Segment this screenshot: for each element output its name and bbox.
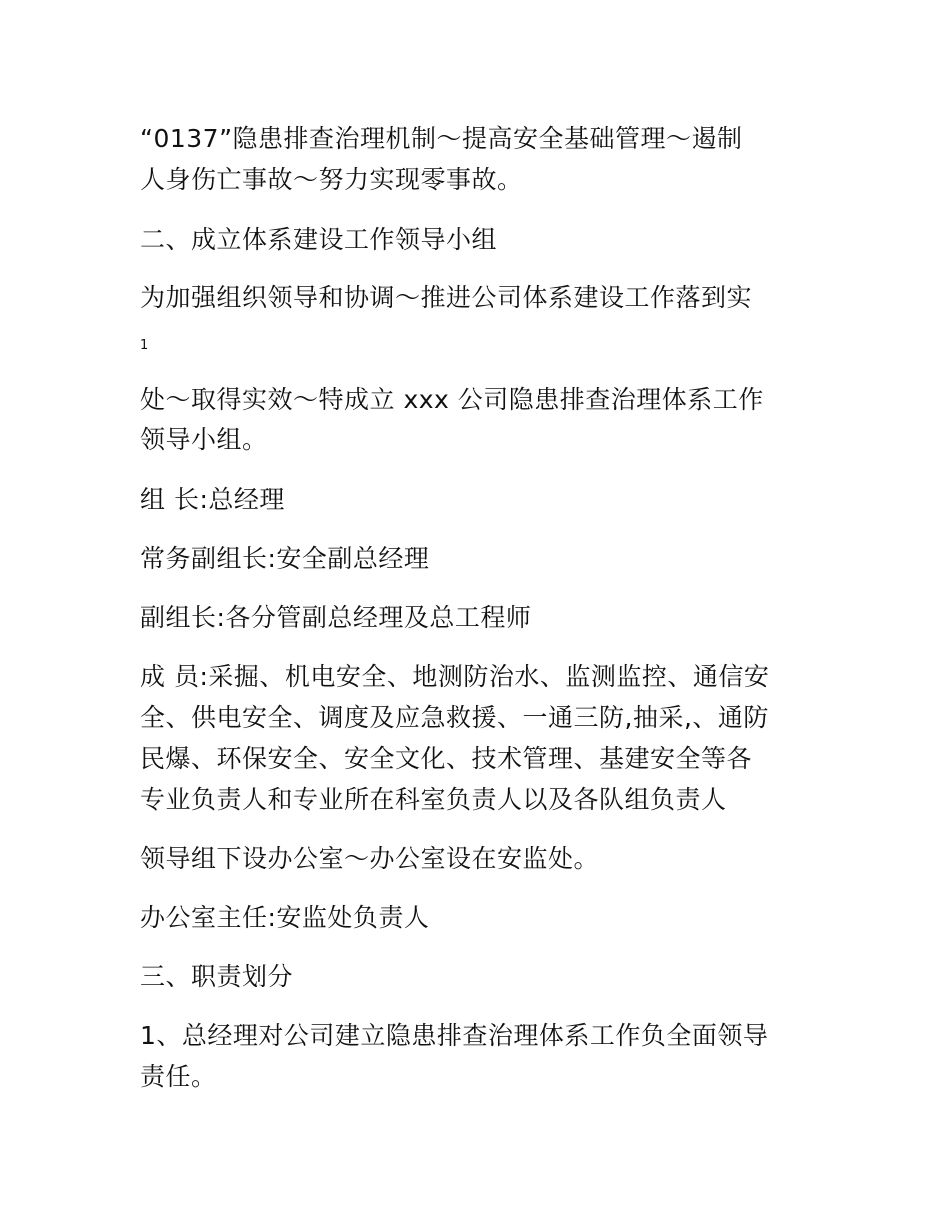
- paragraph-line: 领导组下设办公室～办公室设在安监处。: [140, 844, 600, 873]
- office-director-line: 办公室主任:安监处负责人: [140, 903, 430, 932]
- paragraph-line: 为加强组织领导和协调～推进公司体系建设工作落到实: [140, 283, 753, 312]
- members-line: 专业负责人和专业所在科室负责人以及各队组负责人: [140, 785, 727, 814]
- deputy-leader-line: 副组长:各分管副总经理及总工程师: [140, 603, 532, 632]
- paragraph-line: 1、总经理对公司建立隐患排查治理体系工作负全面领导: [140, 1021, 769, 1050]
- paragraph-line: 处～取得实效～特成立 xxx 公司隐患排查治理体系工作: [140, 385, 764, 414]
- paragraph-line: “0137”隐患排查治理机制～提高安全基础管理～遏制: [140, 124, 743, 153]
- leader-line: 组 长:总经理: [140, 485, 285, 514]
- page-number: 1: [140, 338, 149, 353]
- members-line: 成 员:采掘、机电安全、地测防治水、监测监控、通信安: [140, 662, 770, 691]
- paragraph-line: 人身伤亡事故～努力实现零事故。: [140, 165, 523, 194]
- section-heading: 二、成立体系建设工作领导小组: [140, 225, 498, 254]
- section-heading: 三、职责划分: [140, 962, 294, 991]
- paragraph-line: 领导小组。: [140, 425, 268, 454]
- members-line: 民爆、环保安全、安全文化、技术管理、基建安全等各: [140, 744, 753, 773]
- paragraph-line: 责任。: [140, 1062, 217, 1091]
- deputy-executive-line: 常务副组长:安全副总经理: [140, 544, 430, 573]
- members-line: 全、供电安全、调度及应急救援、一通三防,抽采,、通防: [140, 703, 769, 732]
